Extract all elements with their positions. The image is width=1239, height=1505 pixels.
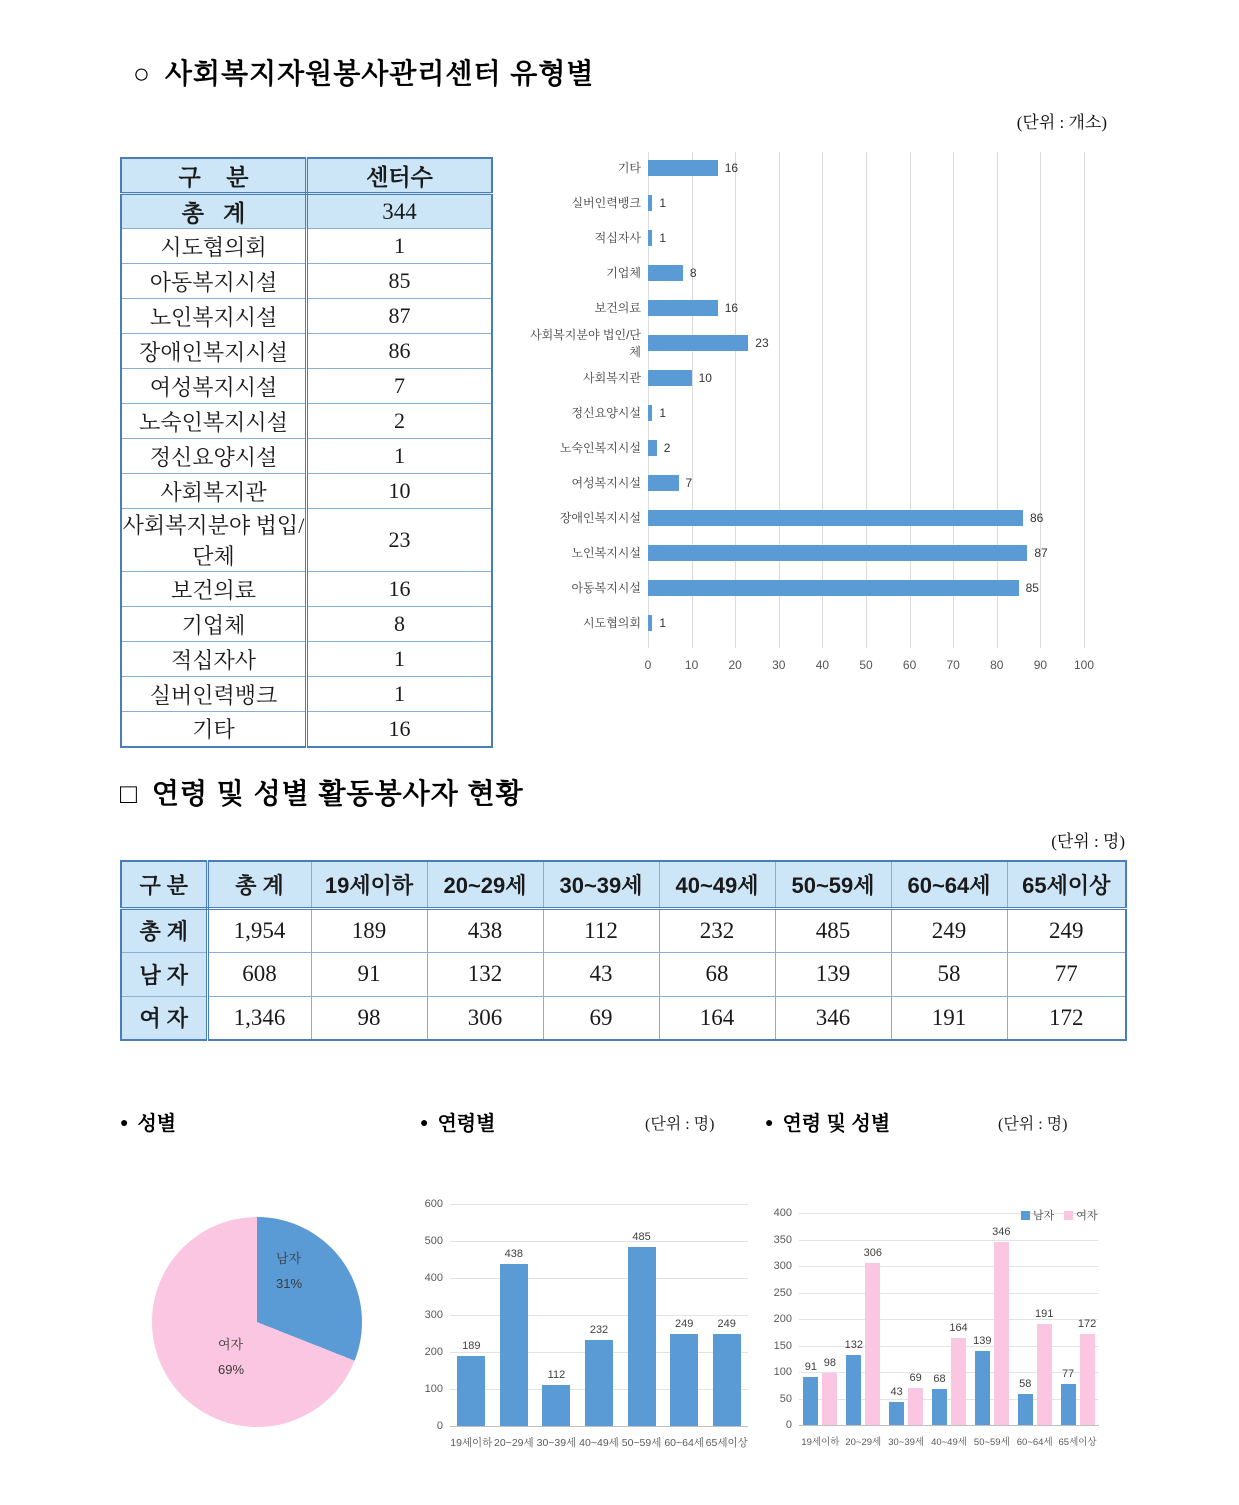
hbar-track <box>648 220 1084 255</box>
gridline <box>450 1315 748 1316</box>
cell-value: 58 <box>891 952 1007 996</box>
legend-item <box>1064 1207 1097 1223</box>
vbar-value: 172 <box>1077 1317 1097 1330</box>
y-tick-label: 600 <box>424 1198 443 1210</box>
hbar-track <box>648 150 1084 185</box>
cell-value: 1,346 <box>207 996 311 1040</box>
table-row <box>121 194 492 229</box>
hbar-value: 1 <box>659 615 667 630</box>
hbar-track <box>648 395 1084 430</box>
vbar-bar <box>542 1385 570 1426</box>
table-row <box>121 264 492 299</box>
hbar-category: 사회복지분야 법인/단체 <box>530 327 641 359</box>
vbar-value: 191 <box>1035 1307 1054 1320</box>
table-row <box>121 908 1126 952</box>
vbar-value: 164 <box>949 1322 968 1335</box>
table-row <box>121 952 1126 996</box>
hbar-bar <box>648 475 679 491</box>
row-value: 16 <box>307 572 493 607</box>
vbar-value: 68 <box>933 1372 946 1385</box>
row-value: 344 <box>307 194 493 229</box>
vbar-category: 30~39세 <box>536 1437 577 1449</box>
hbar-value: 16 <box>724 160 739 175</box>
row-label: 총 계 <box>121 908 207 952</box>
vbar-bar <box>1061 1384 1076 1425</box>
cell-value: 164 <box>659 996 775 1040</box>
y-tick-label: 400 <box>773 1207 792 1219</box>
vbar-value: 249 <box>717 1317 736 1330</box>
table-row <box>121 439 492 474</box>
vbar-bar <box>803 1377 818 1425</box>
gridline <box>450 1278 748 1279</box>
gridline <box>799 1266 1099 1267</box>
y-tick-label: 350 <box>773 1233 792 1246</box>
gender-pie-chart <box>152 1217 362 1427</box>
vbar-value: 189 <box>462 1340 481 1353</box>
column-header: 19세이하 <box>311 861 427 908</box>
hbar-category: 노숙인복지시설 <box>559 441 641 455</box>
x-tick-label: 40 <box>815 658 830 672</box>
vbar-value: 306 <box>863 1246 882 1259</box>
hbar-row <box>530 500 1095 535</box>
hbar-value: 85 <box>1025 580 1039 595</box>
row-value: 86 <box>307 334 493 369</box>
cell-value: 249 <box>891 908 1007 952</box>
gridline <box>799 1372 1099 1373</box>
age-gender-chart-unit-label: (단위 : 명) <box>998 1116 1068 1133</box>
row-label: 장애인복지시설 <box>121 334 307 369</box>
x-axis <box>644 658 1095 676</box>
vbar-bar <box>457 1356 485 1426</box>
row-label: 시도협의회 <box>121 229 307 264</box>
column-header: 20~29세 <box>427 861 543 908</box>
table-row <box>121 572 492 607</box>
age-chart-title-text: 연령별 <box>437 1113 496 1135</box>
row-value: 1 <box>307 642 493 677</box>
cell-value: 608 <box>207 952 311 996</box>
y-tick-label: 100 <box>424 1383 443 1395</box>
table-row <box>121 509 492 572</box>
column-header-count: 센터수 <box>307 158 493 194</box>
cell-value: 189 <box>311 908 427 952</box>
gridline <box>799 1240 1099 1241</box>
column-header-category: 구 분 <box>121 158 307 194</box>
x-tick-label: 80 <box>990 658 1004 672</box>
vbar-category: 30~39세 <box>888 1437 925 1448</box>
hbar-category: 시도협의회 <box>583 616 641 630</box>
hbar-category: 사회복지관 <box>583 371 641 385</box>
x-tick-label: 70 <box>946 658 960 672</box>
vbar-category: 19세이하 <box>801 1437 840 1448</box>
hbar-value: 1 <box>659 230 667 245</box>
hbar-value: 16 <box>724 300 739 315</box>
cell-value: 91 <box>311 952 427 996</box>
gridline <box>799 1399 1099 1400</box>
vbar-category: 40~49세 <box>931 1437 967 1448</box>
cell-value: 68 <box>659 952 775 996</box>
gridline <box>799 1425 1099 1426</box>
hbar-track <box>648 290 1084 325</box>
hbar-value: 10 <box>698 370 712 385</box>
cell-value: 77 <box>1007 952 1126 996</box>
gridline <box>799 1293 1099 1294</box>
hbar-bar <box>648 160 718 176</box>
vbar-category: 60~64세 <box>1016 1437 1053 1448</box>
hbar-track <box>648 360 1084 395</box>
column-header: 30~39세 <box>543 861 659 908</box>
square-marker-icon: □ <box>120 778 138 809</box>
hbar-row <box>530 290 1095 325</box>
cell-value: 139 <box>775 952 891 996</box>
hbar-track <box>648 500 1084 535</box>
column-header: 60~64세 <box>891 861 1007 908</box>
vbar-category: 20~29세 <box>845 1437 882 1448</box>
vbar-bar <box>932 1389 947 1425</box>
x-tick-label: 50 <box>859 658 873 672</box>
vbar-bar <box>908 1388 923 1425</box>
y-tick-label: 400 <box>424 1272 443 1284</box>
cell-value: 112 <box>543 908 659 952</box>
column-header: 65세이상 <box>1007 861 1126 908</box>
y-tick-label: 150 <box>773 1339 792 1352</box>
table-row <box>121 299 492 334</box>
vbar-category: 20~29세 <box>494 1437 534 1449</box>
pie-slice-pct: 31% <box>276 1275 303 1291</box>
x-tick-label: 60 <box>902 658 917 672</box>
row-label: 남 자 <box>121 952 207 996</box>
hbar-bar <box>648 300 718 316</box>
row-label: 사회복지관 <box>121 474 307 509</box>
x-tick-label: 100 <box>1073 658 1095 672</box>
row-label: 보건의료 <box>121 572 307 607</box>
centers-by-type-table <box>120 157 493 748</box>
hbar-value: 2 <box>663 440 671 455</box>
bullet-icon: ● <box>420 1114 429 1130</box>
circle-marker-icon: ○ <box>133 58 151 89</box>
pie-chart-title-text: 성별 <box>137 1113 177 1135</box>
column-header: 40~49세 <box>659 861 775 908</box>
column-header: 50~59세 <box>775 861 891 908</box>
row-label: 실버인력뱅크 <box>121 677 307 712</box>
y-tick-label: 100 <box>773 1366 792 1378</box>
hbar-category: 여성복지시설 <box>571 476 641 490</box>
cell-value: 132 <box>427 952 543 996</box>
section2-title <box>120 772 524 812</box>
hbar-category: 보건의료 <box>594 301 641 315</box>
vbar-value: 77 <box>1061 1368 1075 1381</box>
hbar-track <box>648 325 1084 360</box>
hbar-category: 장애인복지시설 <box>559 511 641 525</box>
table-row <box>121 712 492 747</box>
hbar-bar <box>648 265 683 281</box>
vbar-bar <box>628 1247 656 1426</box>
row-label: 노인복지시설 <box>121 299 307 334</box>
y-tick-label: 0 <box>785 1419 792 1431</box>
hbar-category: 기타 <box>617 161 641 175</box>
hbar-track <box>648 605 1084 640</box>
hbar-bar <box>648 230 652 246</box>
vbar-value: 91 <box>804 1360 818 1373</box>
vbar-bar <box>889 1402 904 1425</box>
hbar-row <box>530 325 1095 360</box>
bullet-icon: ● <box>765 1114 774 1130</box>
table-header <box>121 158 492 194</box>
y-tick-label: 200 <box>424 1346 443 1358</box>
hbar-category: 아동복지시설 <box>571 581 641 595</box>
hbar-row <box>530 570 1095 605</box>
vbar-bar <box>1080 1334 1095 1425</box>
column-header: 구 분 <box>121 861 207 908</box>
pie-slice-pct: 69% <box>218 1361 245 1377</box>
hbar-bar <box>648 370 692 386</box>
hbar-track <box>648 570 1084 605</box>
row-label: 기타 <box>121 712 307 747</box>
chart-legend <box>1021 1207 1098 1223</box>
cell-value: 438 <box>427 908 543 952</box>
cell-value: 98 <box>311 996 427 1040</box>
cell-value: 232 <box>659 908 775 952</box>
y-tick-label: 250 <box>773 1286 792 1299</box>
pie-slice-label <box>218 1333 244 1382</box>
cell-value: 306 <box>427 996 543 1040</box>
legend-label: 여자 <box>1076 1210 1098 1222</box>
row-label: 아동복지시설 <box>121 264 307 299</box>
bullet-icon: ● <box>120 1114 129 1130</box>
vbar-value: 69 <box>909 1372 922 1385</box>
row-value: 7 <box>307 369 493 404</box>
vbar-value: 139 <box>973 1335 992 1348</box>
hbar-row <box>530 605 1095 640</box>
vbar-value: 232 <box>589 1324 609 1337</box>
pie-slice-name: 여자 <box>218 1337 244 1352</box>
row-value: 87 <box>307 299 493 334</box>
age-gender-chart-title-text: 연령 및 성별 <box>782 1113 891 1135</box>
vbar-category: 40~49세 <box>579 1437 619 1449</box>
hbar-category: 실버인력뱅크 <box>571 196 641 210</box>
table-header-row <box>121 861 1126 908</box>
hbar-bar <box>648 545 1027 561</box>
hbar-row <box>530 430 1095 465</box>
cell-value: 43 <box>543 952 659 996</box>
x-tick-label: 0 <box>644 658 652 672</box>
cell-value: 485 <box>775 908 891 952</box>
age-gender-chart-title <box>765 1107 890 1136</box>
y-tick-label: 300 <box>773 1260 792 1272</box>
cell-value: 172 <box>1007 996 1126 1040</box>
row-value: 1 <box>307 677 493 712</box>
hbar-row <box>530 150 1095 185</box>
row-value: 16 <box>307 712 493 747</box>
hbar-value: 87 <box>1034 545 1048 560</box>
section2-unit-label: (단위 : 명) <box>1051 832 1125 851</box>
x-tick-label: 10 <box>684 658 699 672</box>
vbar-category: 65세이상 <box>1058 1437 1097 1448</box>
section1-unit-label: (단위 : 개소) <box>1016 113 1107 132</box>
vbar-bar <box>951 1338 966 1425</box>
cell-value: 249 <box>1007 908 1126 952</box>
x-tick-label: 20 <box>728 658 742 672</box>
vbar-bar <box>846 1355 861 1425</box>
vbar-bar <box>670 1334 698 1426</box>
pie-slice-label <box>276 1247 302 1296</box>
hbar-row <box>530 255 1095 290</box>
section2-title-text: 연령 및 성별 활동봉사자 현황 <box>151 778 524 809</box>
vbar-bar <box>822 1373 837 1425</box>
vbar-value: 346 <box>992 1225 1011 1238</box>
section1-title-text: 사회복지자원봉사관리센터 유형별 <box>164 58 595 89</box>
hbar-bar <box>648 405 652 421</box>
row-label: 여 자 <box>121 996 207 1040</box>
hbar-row <box>530 465 1095 500</box>
legend-item <box>1021 1207 1054 1223</box>
hbar-row <box>530 185 1095 220</box>
gridline <box>799 1319 1099 1320</box>
table-row <box>121 369 492 404</box>
hbar-track <box>648 255 1084 290</box>
table-row <box>121 334 492 369</box>
y-tick-label: 0 <box>436 1420 443 1432</box>
vbar-bar <box>713 1334 741 1426</box>
hbar-bar <box>648 615 652 631</box>
vbar-value: 438 <box>504 1247 524 1260</box>
hbar-value: 1 <box>659 405 667 420</box>
row-label: 사회복지분야 법입/단체 <box>121 509 307 572</box>
y-tick-label: 500 <box>424 1235 443 1247</box>
row-label: 적십자사 <box>121 642 307 677</box>
centers-by-type-bar-chart <box>530 150 1095 695</box>
table-row <box>121 996 1126 1040</box>
row-label: 노숙인복지시설 <box>121 404 307 439</box>
hbar-track <box>648 535 1084 570</box>
table-row <box>121 474 492 509</box>
gridline <box>450 1241 748 1242</box>
column-header: 총 계 <box>207 861 311 908</box>
hbar-row <box>530 220 1095 255</box>
vbar-value: 98 <box>823 1357 837 1370</box>
row-value: 2 <box>307 404 493 439</box>
vbar-value: 249 <box>674 1317 694 1330</box>
row-label: 정신요양시설 <box>121 439 307 474</box>
y-tick-label: 200 <box>773 1313 792 1325</box>
hbar-value: 1 <box>659 195 667 210</box>
hbar-track <box>648 465 1084 500</box>
cell-value: 191 <box>891 996 1007 1040</box>
vbar-bar <box>1037 1324 1052 1425</box>
vbar-category: 19세이하 <box>450 1437 493 1449</box>
legend-swatch <box>1064 1211 1073 1220</box>
vbar-bar <box>585 1340 613 1426</box>
hbar-bar <box>648 195 652 211</box>
vbar-bar <box>994 1242 1009 1425</box>
gridline <box>450 1426 748 1427</box>
vbar-category: 50~59세 <box>973 1437 1010 1448</box>
row-value: 23 <box>307 509 493 572</box>
vbar-value: 112 <box>547 1368 566 1381</box>
row-value: 85 <box>307 264 493 299</box>
hbar-row <box>530 360 1095 395</box>
hbar-bar <box>648 510 1023 526</box>
vbar-bar <box>975 1351 990 1425</box>
y-tick-label: 50 <box>779 1392 792 1405</box>
table-row <box>121 404 492 439</box>
age-bar-chart <box>420 1188 754 1470</box>
gridline <box>450 1204 748 1205</box>
vbar-bar <box>500 1264 528 1426</box>
cell-value: 346 <box>775 996 891 1040</box>
x-tick-label: 30 <box>772 658 786 672</box>
hbar-track <box>648 430 1084 465</box>
hbar-value: 7 <box>685 475 693 490</box>
hbar-bar <box>648 580 1019 596</box>
section1-title <box>133 52 594 92</box>
hbar-value: 86 <box>1029 510 1044 525</box>
vbar-category: 50~59세 <box>621 1437 662 1449</box>
vbar-value: 132 <box>844 1339 863 1352</box>
hbar-row <box>530 535 1095 570</box>
table-header <box>121 861 1126 908</box>
vbar-category: 65세이상 <box>705 1437 748 1449</box>
x-tick-label: 90 <box>1033 658 1048 672</box>
vbar-value: 58 <box>1019 1378 1032 1391</box>
vbar-bar <box>1018 1394 1033 1425</box>
row-value: 10 <box>307 474 493 509</box>
hbar-row <box>530 395 1095 430</box>
hbar-bar <box>648 335 748 351</box>
cell-value: 69 <box>543 996 659 1040</box>
row-value: 1 <box>307 439 493 474</box>
age-gender-table <box>120 860 1127 1041</box>
vbar-value: 485 <box>632 1230 651 1243</box>
hbar-category: 정신요양시설 <box>571 406 641 420</box>
hbar-bar <box>648 440 657 456</box>
table-row <box>121 677 492 712</box>
cell-value: 1,954 <box>207 908 311 952</box>
table-row <box>121 607 492 642</box>
row-value: 1 <box>307 229 493 264</box>
age-chart-unit-label: (단위 : 명) <box>645 1116 715 1133</box>
pie-slice-name: 남자 <box>276 1251 302 1266</box>
vbar-bar <box>865 1263 880 1425</box>
hbar-track <box>648 185 1084 220</box>
hbar-category: 적십자사 <box>594 231 641 245</box>
pie-chart-title <box>120 1107 176 1136</box>
hbar-value: 8 <box>689 265 697 280</box>
row-value: 8 <box>307 607 493 642</box>
table-header-row <box>121 158 492 194</box>
table-row <box>121 229 492 264</box>
row-label: 기업체 <box>121 607 307 642</box>
hbar-value: 23 <box>755 335 769 350</box>
hbar-category: 기업체 <box>606 266 641 280</box>
row-label: 총 계 <box>121 194 307 229</box>
age-gender-bar-chart <box>763 1193 1127 1475</box>
age-chart-title <box>420 1107 495 1136</box>
legend-swatch <box>1021 1211 1030 1220</box>
legend-label: 남자 <box>1033 1210 1055 1222</box>
hbar-category: 노인복지시설 <box>571 546 641 560</box>
vbar-value: 43 <box>890 1386 903 1399</box>
vbar-category: 60~64세 <box>664 1437 704 1449</box>
row-label: 여성복지시설 <box>121 369 307 404</box>
table-row <box>121 642 492 677</box>
y-tick-label: 300 <box>424 1309 443 1321</box>
